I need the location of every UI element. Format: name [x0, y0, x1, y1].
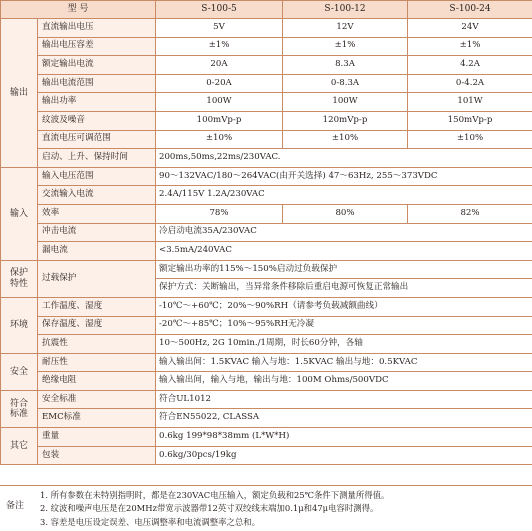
table-row — [1, 446, 532, 465]
row-label: 绝缘电阻 — [38, 372, 156, 391]
table-row — [1, 260, 532, 279]
cell: -20℃～+85℃；10%～95%RH无冷凝 — [156, 316, 532, 335]
cell: 100W — [156, 93, 283, 112]
row-label: 输出电压容差 — [38, 37, 156, 56]
row-label: 包装 — [38, 446, 156, 465]
notes-section — [0, 485, 532, 531]
row-label: 交流输入电流 — [38, 186, 156, 205]
note-item: 3. 容差是电压设定误差、电压调整率和电流调整率之总和。 — [40, 516, 389, 529]
category-protection — [1, 260, 38, 297]
model-12v: S-100-12 — [283, 1, 408, 19]
row-label: 输出电流范围 — [38, 74, 156, 93]
category-label: 符合 — [10, 399, 28, 409]
cell: 101W — [408, 93, 532, 112]
model-5v: S-100-5 — [156, 1, 283, 19]
cell: 10～500Hz, 2G 10min./1周期，时长60分钟，各轴 — [156, 335, 532, 354]
row-label: 保存温度、湿度 — [38, 316, 156, 335]
row-label: 安全标准 — [38, 390, 156, 409]
cell: 0-20A — [156, 74, 283, 93]
row-label: 漏电流 — [38, 242, 156, 261]
table-row — [1, 409, 532, 428]
row-label: 效率 — [38, 204, 156, 223]
category-safety: 安全 — [1, 353, 38, 390]
row-label: 过载保护 — [38, 260, 156, 297]
notes-list — [40, 489, 389, 529]
category-input: 输入 — [1, 167, 38, 260]
category-environment: 环境 — [1, 297, 38, 353]
row-label: 纹波及噪音 — [38, 111, 156, 130]
cell: 符合UL1012 — [156, 390, 532, 409]
table-row — [1, 390, 532, 409]
table-row — [1, 74, 532, 93]
cell: 冷启动电流35A/230VAC — [156, 223, 532, 242]
cell: 保护方式：关断输出，当异常条件移除后重启电源可恢复正常输出 — [156, 279, 532, 298]
header-row — [1, 1, 532, 19]
note-item: 1. 所有参数在未特别指明时，都是在230VAC电压输入，额定负载和25℃条件下测量所得值。 — [40, 489, 389, 502]
cell: 100mVp-p — [156, 111, 283, 130]
category-other: 其它 — [1, 428, 38, 465]
table-row — [1, 353, 532, 372]
cell: ±10% — [156, 130, 283, 149]
cell: 8.3A — [283, 56, 408, 75]
cell: 4.2A — [408, 56, 532, 75]
category-label: 标准 — [10, 409, 28, 419]
cell: 24V — [408, 19, 532, 38]
row-label: EMC标准 — [38, 409, 156, 428]
row-label: 额定输出电流 — [38, 56, 156, 75]
cell: 78% — [156, 204, 283, 223]
row-label: 工作温度、湿度 — [38, 297, 156, 316]
cell: 5V — [156, 19, 283, 38]
row-label: 直流输出电压 — [38, 19, 156, 38]
category-label: 保护 — [10, 268, 28, 278]
table-row — [1, 223, 532, 242]
row-label: 冲击电流 — [38, 223, 156, 242]
cell: 符合EN55022, CLASSA — [156, 409, 532, 428]
row-label: 直流电压可调范围 — [38, 130, 156, 149]
table-row — [1, 37, 532, 56]
cell: 2.4A/115V 1.2A/230VAC — [156, 186, 532, 205]
cell: 0.6kg/30pcs/19kg — [156, 446, 532, 465]
row-label: 启动、上升、保持时间 — [38, 149, 156, 168]
cell: 80% — [283, 204, 408, 223]
table-row — [1, 372, 532, 391]
cell: 120mVp-p — [283, 111, 408, 130]
cell: 12V — [283, 19, 408, 38]
table-row — [1, 167, 532, 186]
cell: ±10% — [408, 130, 532, 149]
table-row — [1, 335, 532, 354]
table-row — [1, 19, 532, 38]
cell: 82% — [408, 204, 532, 223]
cell: 0-8.3A — [283, 74, 408, 93]
cell: 额定输出功率的115%～150%启动过负载保护 — [156, 260, 532, 279]
cell: 20A — [156, 56, 283, 75]
cell: 输入输出间，输入与地，输出与地：100M Ohms/500VDC — [156, 372, 532, 391]
row-label: 输出功率 — [38, 93, 156, 112]
notes-label: 备注 — [6, 498, 24, 511]
note-item: 2. 纹波和噪声电压是在20MHz带宽示波器带12英寸双绞线末端加0.1μ和47μ电容时测得。 — [40, 502, 389, 515]
row-label: 抗震性 — [38, 335, 156, 354]
table-row — [1, 204, 532, 223]
model-24v: S-100-24 — [408, 1, 532, 19]
table-row — [1, 149, 532, 168]
category-compliance — [1, 390, 38, 427]
table-row — [1, 242, 532, 261]
cell: ±1% — [408, 37, 532, 56]
table-row — [1, 297, 532, 316]
row-label: 重量 — [38, 428, 156, 447]
table-row — [1, 111, 532, 130]
table-row — [1, 186, 532, 205]
cell: 200ms,50ms,22ms/230VAC. — [156, 149, 532, 168]
table-row — [1, 130, 532, 149]
cell: 输入输出间：1.5KVAC 输入与地：1.5KVAC 输出与地：0.5KVAC — [156, 353, 532, 372]
model-label: 型 号 — [1, 1, 156, 19]
cell: <3.5mA/240VAC — [156, 242, 532, 261]
table-row — [1, 316, 532, 335]
cell: ±1% — [283, 37, 408, 56]
table-row — [1, 93, 532, 112]
cell: 100W — [283, 93, 408, 112]
cell: 90～132VAC/180～264VAC(由开关选择) 47～63Hz, 255～373VDC — [156, 167, 532, 186]
table-row — [1, 56, 532, 75]
cell: ±10% — [283, 130, 408, 149]
cell: 150mVp-p — [408, 111, 532, 130]
category-label: 特性 — [10, 279, 28, 289]
row-label: 输入电压范围 — [38, 167, 156, 186]
row-label: 耐压性 — [38, 353, 156, 372]
cell: -10℃～+60℃；20%～90%RH（请参考负载减额曲线） — [156, 297, 532, 316]
cell: 0-4.2A — [408, 74, 532, 93]
cell: 0.6kg 199*98*38mm (L*W*H) — [156, 428, 532, 447]
cell: ±1% — [156, 37, 283, 56]
category-output: 输出 — [1, 19, 38, 168]
table-row — [1, 428, 532, 447]
